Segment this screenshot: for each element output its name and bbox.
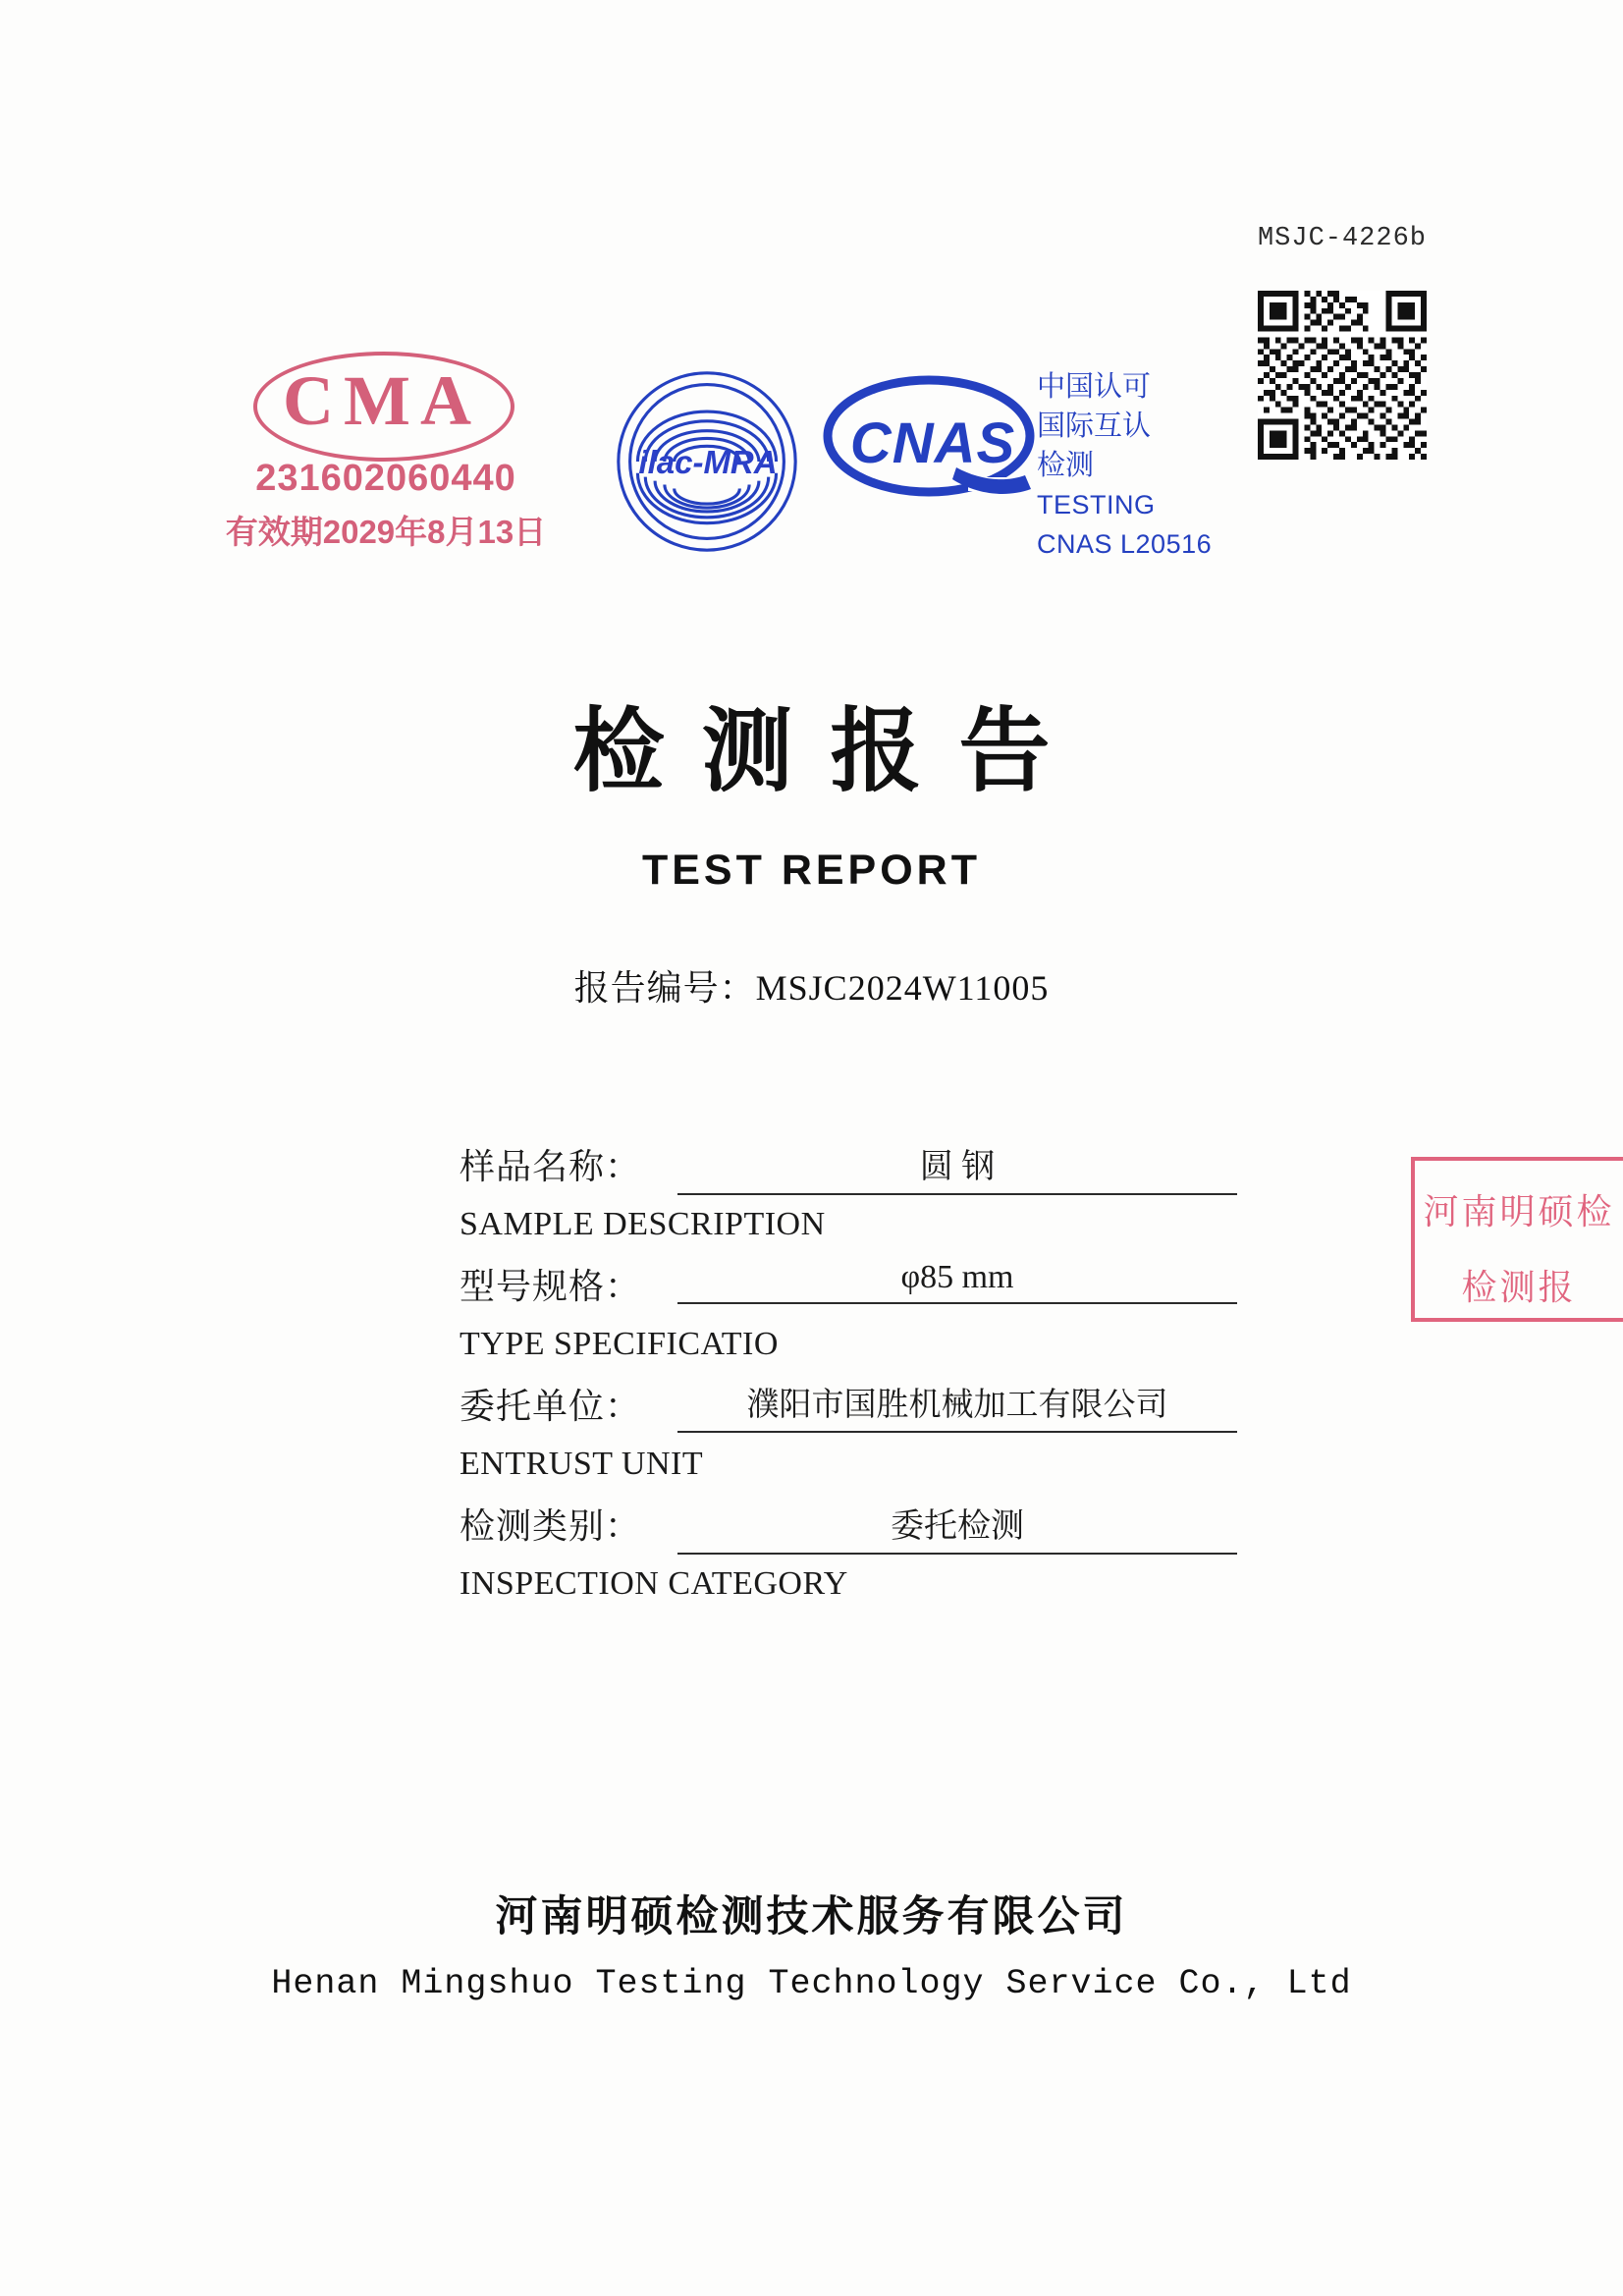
company-red-stamp-line-1: 河南明硕检 (1423, 1192, 1615, 1232)
qr-code-icon (1258, 291, 1427, 460)
cnas-accreditation-text (1037, 367, 1212, 564)
cnas-line-3: 检测 (1037, 450, 1095, 481)
page-title-cn: 检测报告 (572, 697, 1088, 804)
value-sample-description: 圆 钢 (677, 1139, 1237, 1195)
label-entrust-unit-cn: 委托单位： (460, 1387, 642, 1426)
report-info-block (460, 1139, 1245, 1618)
value-entrust-unit: 濮阳市国胜机械加工有限公司 (677, 1379, 1237, 1433)
value-type-specification: φ85 mm (677, 1259, 1237, 1304)
cnas-line-4: TESTING (1037, 490, 1156, 519)
cnas-line-5: CNAS L20516 (1037, 529, 1213, 559)
label-inspection-category-cn: 检测类别： (460, 1506, 642, 1546)
cma-seal-text: CMA (283, 361, 481, 440)
page-title-en: TEST REPORT (641, 847, 982, 894)
footer-company-cn: 河南明硕检测技术服务有限公司 (495, 1892, 1128, 1941)
footer-company-en: Henan Mingshuo Testing Technology Service Co., Ltd (271, 1964, 1352, 2003)
label-type-specification-cn: 型号规格： (460, 1267, 642, 1306)
document-code: MSJC-4226b (1257, 224, 1427, 253)
company-red-stamp (1411, 1157, 1623, 1322)
ilac-mra-label: ilac-MRA (638, 444, 778, 480)
label-sample-description-en: SAMPLE DESCRIPTION (460, 1206, 826, 1242)
info-row-type-specification (460, 1259, 1245, 1310)
cnas-line-2: 国际互认 (1037, 410, 1152, 442)
cma-seal-validity: 有效期2029年8月13日 (225, 514, 547, 550)
label-sample-description-cn: 样品名称： (460, 1147, 642, 1186)
cma-seal (224, 352, 548, 577)
cnas-wordmark: CNAS (849, 411, 1016, 475)
info-row-inspection-category (460, 1499, 1245, 1550)
label-type-specification-en: TYPE SPECIFICATIO (460, 1326, 779, 1362)
info-row-sample-description (460, 1139, 1245, 1190)
report-number: 报告编号：MSJC2024W11005 (573, 968, 1050, 1008)
company-red-stamp-line-2: 检测报 (1461, 1268, 1577, 1308)
cma-seal-number: 231602060440 (255, 458, 516, 499)
label-inspection-category-en: INSPECTION CATEGORY (460, 1565, 848, 1602)
cnas-line-1: 中国认可 (1037, 371, 1152, 403)
label-entrust-unit-en: ENTRUST UNIT (460, 1446, 704, 1482)
value-inspection-category: 委托检测 (677, 1499, 1237, 1555)
info-row-entrust-unit (460, 1379, 1245, 1430)
